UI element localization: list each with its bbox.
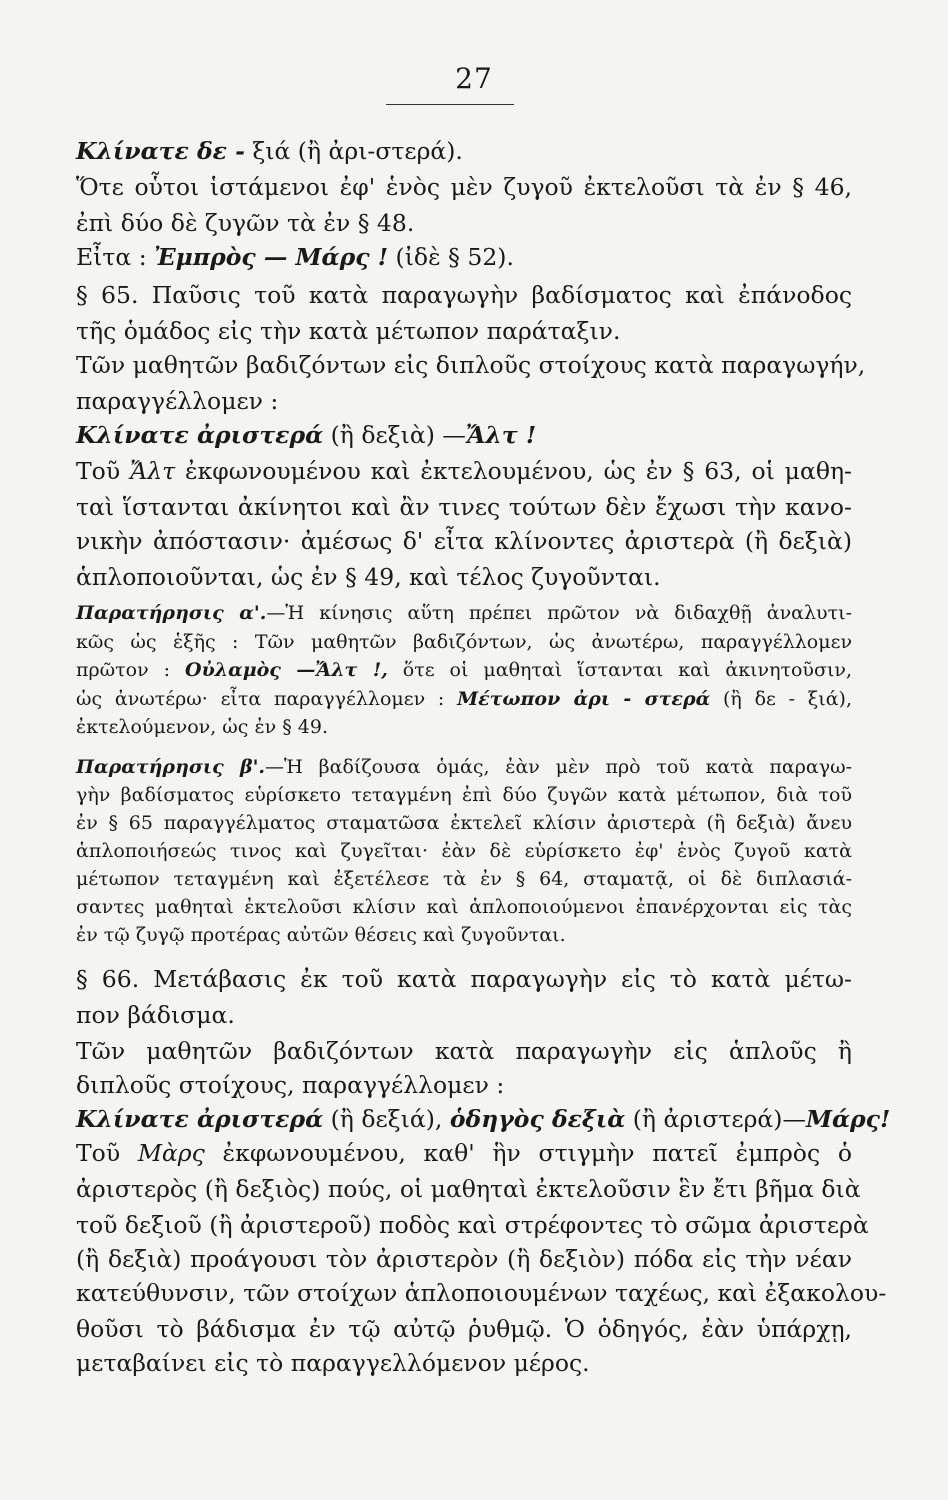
text-line: Τοῦ Ἄλτ ἐκφωνουμένου καὶ ἐκτελουμένου, ὡς ἐν § 63, οἱ μαθη- [76,457,852,485]
section-heading: § 65. Παῦσις τοῦ κατὰ παραγωγὴν βαδίσματος καὶ ἐπάνοδος [76,281,852,309]
note-line: ἁπλοποιήσεώς τινος καὶ ζυγεῖται· ἐὰν δὲ εὑρίσκετο ἐφ' ἑνὸς ζυγοῦ κατὰ [76,840,852,862]
text-line: (ἢ δεξιὰ) προάγουσι τὸν ἀριστερὸν (ἢ δεξιὸν) πόδα εἰς τὴν νέαν [76,1245,852,1273]
text-line: ταὶ ἵστανται ἀκίνητοι καὶ ἂν τινες τούτων δὲν ἔχωσι τὴν κανο- [76,493,852,521]
note-line: σαντες μαθηταὶ ἐκτελοῦσι κλίσιν καὶ ἁπλοποιούμενοι ἐπανέρχονται εἰς τὰς [76,896,852,918]
text-line: τοῦ δεξιοῦ (ἢ ἀριστεροῦ) ποδὸς καὶ στρέφοντες τὸ σῶμα ἀριστερὰ [76,1211,869,1239]
command-line: Κλίνατε ἀριστερά (ἢ δεξιά), ὁδηγὸς δεξιὰ (ἢ ἀριστερά)—Μάρς! [76,1105,891,1133]
text-line: πον βάδισμα. [76,1001,235,1029]
note-line: ἐν § 65 παραγγέλματος σταματῶσα ἐκτελεῖ κλίσιν ἀριστερὰ (ἢ δεξιὰ) ἄνευ [76,812,852,834]
note-line: ἐν τῷ ζυγῷ προτέρας αὐτῶν θέσεις καὶ ζυγοῦνται. [76,924,566,946]
text-line: τῆς ὁμάδος εἰς τὴν κατὰ μέτωπον παράταξιν. [76,317,621,345]
text-line: νικὴν ἀπόστασιν· ἀμέσως δ' εἶτα κλίνοντες ἀριστερὰ (ἢ δεξιὰ) [76,527,852,555]
text-line: ἀριστερὸς (ἢ δεξιὸς) πούς, οἱ μαθηταὶ ἐκτελοῦσιν ἓν ἔτι βῆμα διὰ [76,1175,861,1203]
page-number: 27 [455,62,493,95]
text-line: Ὅτε οὗτοι ἱστάμενοι ἐφ' ἑνὸς μὲν ζυγοῦ ἐκτελοῦσι τὰ ἐν § 46, [76,173,852,201]
text-line: παραγγέλλομεν : [76,387,279,415]
text-line: ἐπὶ δύο δὲ ζυγῶν τὰ ἐν § 48. [76,209,415,237]
note-line: ὡς ἀνωτέρω· εἶτα παραγγέλλομεν : Μέτωπον ἀρι - στερά (ἢ δε - ξιά), [76,688,852,710]
text-line: Τοῦ Μὰρς ἐκφωνουμένου, καθ' ἣν στιγμὴν πατεῖ ἐμπρὸς ὁ [76,1139,852,1167]
text-line: Κλίνατε δε - ξιά (ἢ ἀρι-στερά). [76,137,463,165]
section-heading: § 66. Μετάβασις ἐκ τοῦ κατὰ παραγωγὴν εἰς τὸ κατὰ μέτω- [76,965,852,993]
note-line: κῶς ὡς ἑξῆς : Τῶν μαθητῶν βαδιζόντων, ὡς ἀνωτέρω, παραγγέλλομεν [76,631,852,653]
text-line: Τῶν μαθητῶν βαδιζόντων εἰς διπλοῦς στοίχους κατὰ παραγωγήν, [76,351,866,379]
text-line: κατεύθυνσιν, τῶν στοίχων ἁπλοποιουμένων ταχέως, καὶ ἐξακολου- [76,1279,887,1307]
text-line: Εἶτα : Ἐμπρὸς — Μάρς ! (ἰδὲ § 52). [76,243,514,271]
note-line: Παρατήρησις β'.—Ἡ βαδίζουσα ὁμάς, ἐὰν μὲν πρὸ τοῦ κατὰ παραγω- [76,756,852,778]
text-line: Τῶν μαθητῶν βαδιζόντων κατὰ παραγωγὴν εἰς ἁπλοῦς ἢ [76,1037,852,1065]
command-line: Κλίνατε ἀριστερά (ἢ δεξιὰ) —Ἄλτ ! [76,421,537,449]
text-line: μεταβαίνει εἰς τὸ παραγγελλόμενον μέρος. [76,1349,590,1377]
note-line: γὴν βαδίσματος εὑρίσκετο τεταγμένη ἐπὶ δύο ζυγῶν κατὰ μέτωπον, διὰ τοῦ [76,784,852,806]
header-rule [386,104,514,105]
note-line: ἐκτελούμενον, ὡς ἐν § 49. [76,716,328,738]
note-line: Παρατήρησις α'.—Ἡ κίνησις αὕτη πρέπει πρῶτον νὰ διδαχθῇ ἀναλυτι- [76,602,852,624]
text-line: ἁπλοποιοῦνται, ὡς ἐν § 49, καὶ τέλος ζυγοῦνται. [76,563,661,591]
text-line: διπλοῦς στοίχους, παραγγέλλομεν : [76,1071,505,1099]
text-line: θοῦσι τὸ βάδισμα ἐν τῷ αὐτῷ ῥυθμῷ. Ὁ ὁδηγός, ἐὰν ὑπάρχῃ, [76,1315,852,1343]
note-line: πρῶτον : Οὐλαμὸς —Ἄλτ !, ὅτε οἱ μαθηταὶ ἵστανται καὶ ἀκινητοῦσιν, [76,659,852,681]
note-line: μέτωπον τεταγμένη καὶ ἐξετέλεσε τὰ ἐν § 64, σταματᾷ, οἱ δὲ διπλασιά- [76,868,852,890]
